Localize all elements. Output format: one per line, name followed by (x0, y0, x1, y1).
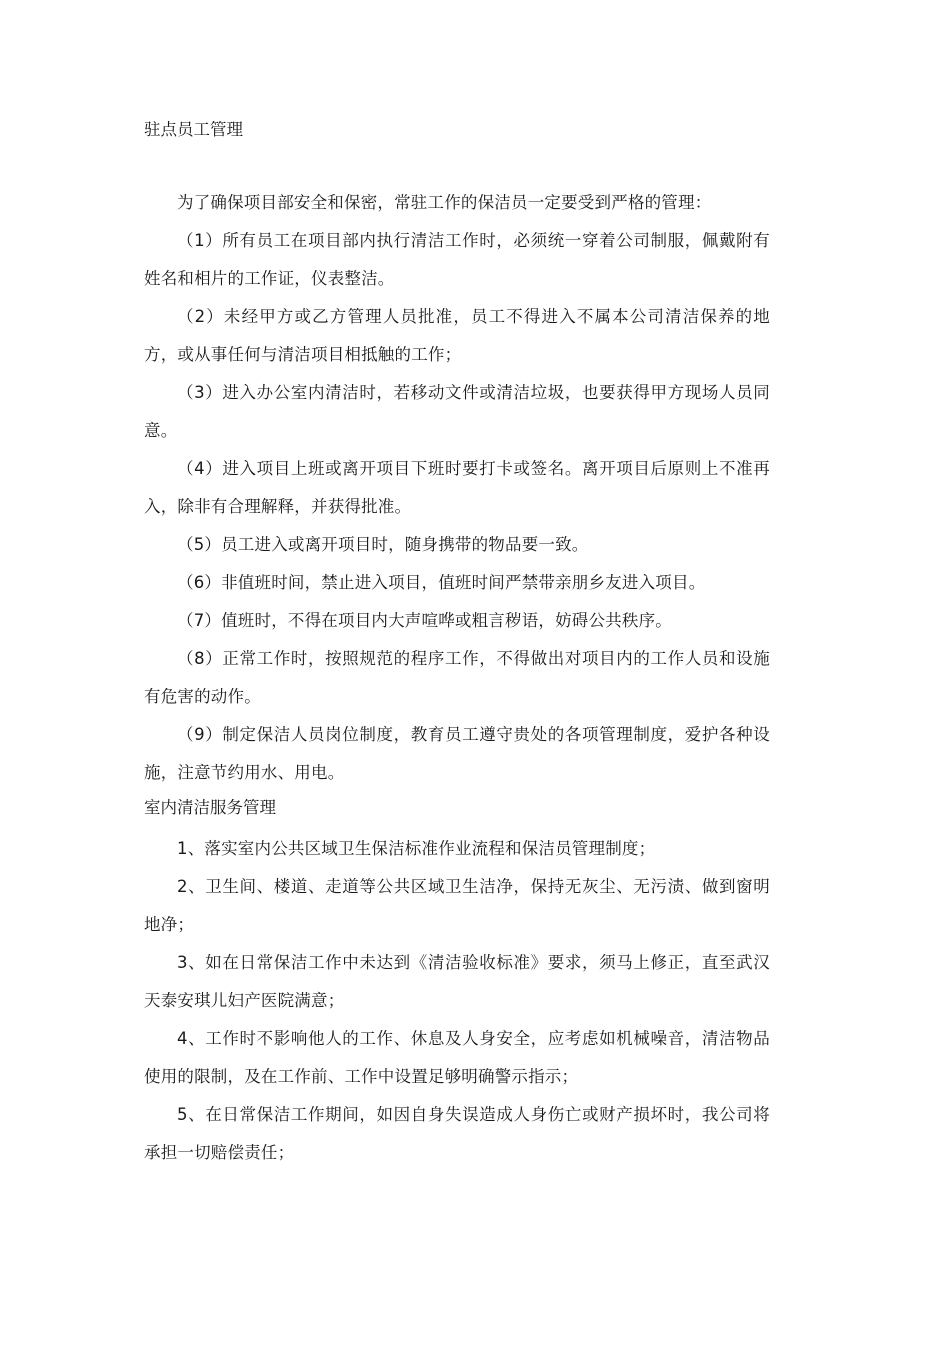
section2-item-5: 5、在日常保洁工作期间，如因自身失误造成人身伤亡或财产损坏时，我公司将承担一切赔偿责任； (144, 1105, 770, 1162)
section1-item-6: （6）非值班时间，禁止进入项目，值班时间严禁带亲朋乡友进入项目。 (177, 573, 706, 592)
document-body (144, 114, 770, 1172)
section1-item-5: （5）员工进入或离开项目时，随身携带的物品要一致。 (177, 535, 589, 554)
section2-item-1: 1、落实室内公共区域卫生保洁标准作业流程和保洁员管理制度； (177, 839, 656, 858)
section2-item-2: 2、卫生间、楼道、走道等公共区域卫生洁净，保持无灰尘、无污渍、做到窗明地净； (144, 877, 770, 934)
section1-item-2: （2）未经甲方或乙方管理人员批准，员工不得进入不属本公司清洁保养的地方，或从事任何与清洁项目相抵触的工作； (144, 307, 770, 364)
section2-item-4: 4、工作时不影响他人的工作、休息及人身安全，应考虑如机械噪音，清洁物品使用的限制，及在工作前、工作中设置足够明确警示指示； (144, 1029, 770, 1086)
section1-item-1: （1）所有员工在项目部内执行清洁工作时，必须统一穿着公司制服，佩戴附有姓名和相片的工作证，仪表整洁。 (144, 231, 770, 288)
section2-item-3: 3、如在日常保洁工作中未达到《清洁验收标准》要求，须马上修正，直至武汉天泰安琪儿妇产医院满意； (144, 953, 770, 1010)
section1-item-4: （4）进入项目上班或离开项目下班时要打卡或签名。离开项目后原则上不准再入，除非有合理解释，并获得批准。 (144, 459, 770, 516)
section1-item-7: （7）值班时，不得在项目内大声喧哗或粗言秽语，妨碍公共秩序。 (177, 611, 672, 630)
section-title-indoor-cleaning: 室内清洁服务管理 (144, 798, 276, 817)
section1-intro: 为了确保项目部安全和保密，常驻工作的保洁员一定要受到严格的管理： (177, 193, 712, 212)
section1-item-9: （9）制定保洁人员岗位制度，教育员工遵守贵处的各项管理制度，爱护各种设施，注意节约用水、用电。 (144, 725, 770, 782)
section-title-staff-management: 驻点员工管理 (144, 120, 243, 139)
section1-item-8: （8）正常工作时，按照规范的程序工作，不得做出对项目内的工作人员和设施有危害的动作。 (144, 649, 770, 706)
section1-item-3: （3）进入办公室内清洁时，若移动文件或清洁垃圾，也要获得甲方现场人员同意。 (144, 383, 770, 440)
